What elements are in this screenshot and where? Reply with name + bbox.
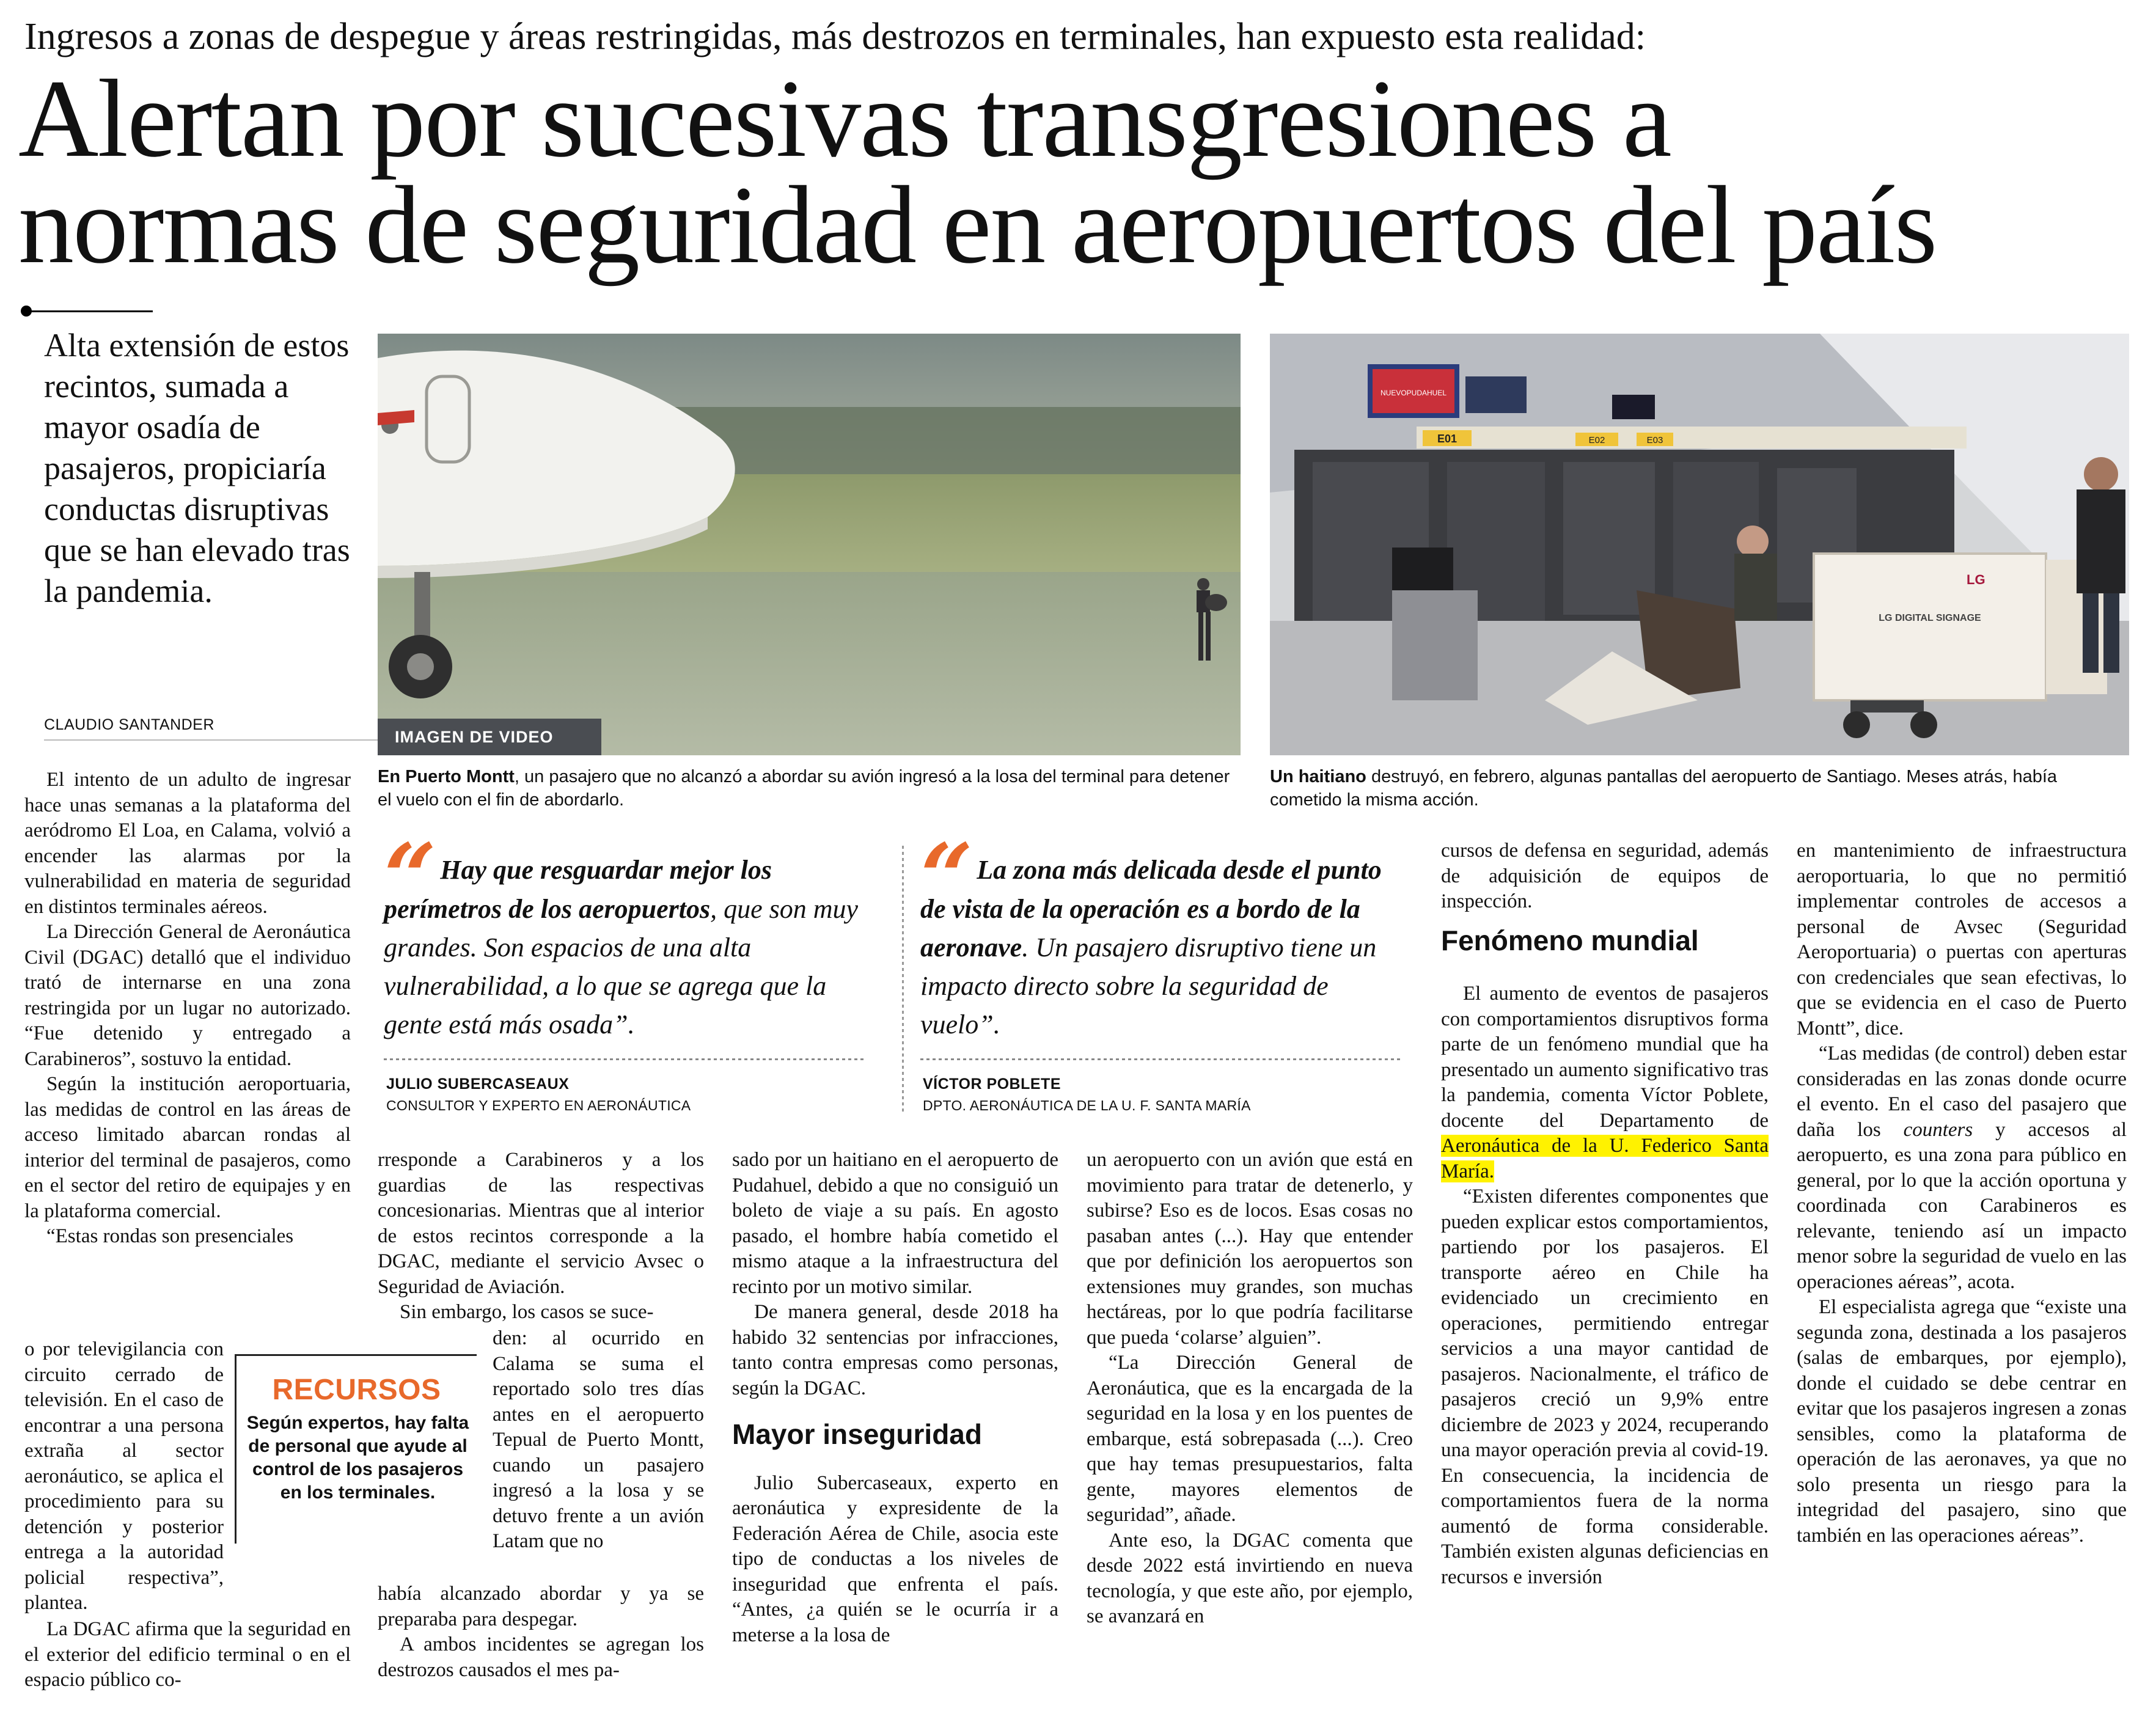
pull-quote-1-role: CONSULTOR Y EXPERTO EN AERONÁUTICA: [386, 1097, 691, 1113]
paragraph: Sin embargo, los casos se suce-: [400, 1301, 654, 1323]
paragraph: cursos de defensa en seguridad, además de adquisición de equipos de inspección.: [1441, 840, 1769, 912]
pull-quote-2-name: VÍCTOR POBLETE: [923, 1075, 1062, 1093]
paragraph: El intento de un adulto de ingresar hace unas semanas a la plataforma del aeródromo El Loa, en Calama, volvió a encender las alarmas por la vulnerabilidad en materia de seguridad en distintos terminales aéreos.: [24, 769, 351, 918]
terminal-screen-text: NUEVOPUDAHUEL: [1380, 389, 1447, 397]
paragraph: Julio Subercaseaux, experto en aeronáutica y expresidente de la Federación Aérea de Chile, asocia este tipo de conductas a los niveles de inseguridad que enfrenta el país. “Antes, ¿a quién se le ocurría ir a meterse a la losa de: [732, 1471, 1058, 1646]
photo1-caption: [378, 765, 1241, 812]
paragraph: o por televigilancia con circuito cerrado de televisión. En el caso de encontrar a una persona extraña al sector aeronáutico, se aplica el procedimiento para su detención y posterior entrega a la autoridad policial respectiva”, plantea.: [24, 1338, 224, 1614]
subhead-fenomeno-mundial: Fenómeno mundial: [1441, 924, 1699, 956]
body-column-1: [24, 768, 351, 1250]
paragraph: “Existen diferentes componentes que pueden explicar estos comportamientos, partiendo por los pasajeros. El transporte aéreo en Chile ha evidenciado un crecimiento en operaciones, permitiendo entregar servicios a una mayor cantidad de pasajeros. Nacionalmente, el tráfico de pasajeros creció un 9,9% entre diciembre de 2023 y 2024, recuperando una mayor operación previa al covid-19. En consecuencia, la incidencia de comportamientos fuera de la norma aumentó de forma considerable. También existen algunas deficiencias en recursos e inversión: [1441, 1185, 1769, 1588]
pull-quote-1-rule: [384, 1058, 867, 1060]
body-column-6: [1797, 838, 2127, 1548]
body-column-2-end: [378, 1581, 704, 1683]
recursos-body: Según expertos, hay falta de personal que ayude al control de los pasajeros en los terminales.: [246, 1413, 469, 1503]
pull-quote-2-text: . Un pasajero disruptivo tiene un impacto directo sobre la seguridad de vuelo”.: [920, 932, 1377, 1039]
body-column-1-end: [24, 1617, 351, 1693]
kicker: Ingresos a zonas de despegue y áreas restringidas, más destrozos en terminales, han expuesto esta realidad:: [24, 16, 1646, 57]
pull-quote-1: [384, 824, 873, 1044]
paragraph: [1441, 981, 1769, 1184]
counter-e01-label: E01: [1437, 433, 1458, 445]
image-tag: IMAGEN DE VIDEO: [378, 719, 601, 755]
paragraph: rresponde a Carabineros y a los guardias de las respectivas concesionarias. Mientras que al interior de estos recintos corresponde a la DGAC, mediante el servicio Avsec o Seguridad de Aviación.: [378, 1149, 704, 1298]
paragraph: De manera general, desde 2018 ha habido 32 sentencias por infracciones, tanto contra empresas como personas, según la DGAC.: [732, 1301, 1058, 1399]
photo1-caption-text: , un pasajero que no alcanzó a abordar su avión ingresó a la losa del terminal para detener el vuelo con el fin de abordarlo.: [378, 767, 1230, 810]
body-column-5: [1441, 838, 1769, 1590]
pull-quote-2-bold: La zona más delicada desde el punto de vista de la operación es a bordo de la aeronave: [920, 855, 1382, 962]
paragraph-text: y accesos al aeropuerto, es una zona para público en general, por lo que la acción oportuna y coordinada con Carabineros es relevante, teniendo así un impacto menor sobre la seguridad de vuelo en las operaciones aéreas”, acota.: [1797, 1118, 2127, 1293]
body-column-2-wrap: [493, 1326, 704, 1555]
photo-santiago-terminal: [1270, 334, 2129, 755]
paragraph: Ante eso, la DGAC comenta que desde 2022 está invirtiendo en nueva tecnología, y que este año, por ejemplo, se avanzará en: [1087, 1529, 1413, 1627]
recursos-title: RECURSOS: [272, 1374, 441, 1406]
pull-quote-2: [920, 824, 1409, 1044]
paragraph: en mantenimiento de infraestructura aeroportuaria, lo que no permitió implementar controles de accesos a personal de Avsec (Seguridad Aeroportuaria) o puertas con aperturas con credenciales que sean efectivas, lo que se evidencia en el caso de Puerto Montt”, dice.: [1797, 840, 2127, 1039]
photo-puerto-montt: [378, 334, 1241, 755]
headline: [18, 57, 2133, 287]
pull-quote-1-text: , que son muy grandes. Son espacios de una alta vulnerabilidad, a lo que se agrega que la gente está más osada”.: [384, 894, 859, 1039]
byline-rule: [44, 739, 386, 741]
counter-e02-label: E02: [1588, 435, 1605, 445]
counter-e03-label: E03: [1646, 435, 1663, 445]
paragraph: había alcanzado abordar y ya se preparaba para despegar.: [378, 1583, 704, 1630]
body-column-2: [378, 1148, 704, 1325]
terminal-photo-illustration: [1270, 334, 2129, 755]
body-column-3: [732, 1148, 1058, 1648]
pull-quote-2-role: DPTO. AERONÁUTICA DE LA U. F. SANTA MARÍA: [923, 1097, 1251, 1113]
paragraph: “La Dirección General de Aeronáutica, que es la encargada de la seguridad en la losa y en los puentes de embarque, está sobrepasada (...). Creo que hay temas presupuestarios, falta gente, mayores elementos de seguridad”, añade.: [1087, 1352, 1413, 1526]
lede: Alta extensión de estos recintos, sumada a mayor osadía de pasajeros, propiciaría conductas disruptivas que se han elevado tras la pandemia.: [44, 327, 350, 609]
paragraph: El especialista agrega que “existe una segunda zona, destinada a los pasajeros (salas de embarques, por ejemplo), donde el cuidado se debe centrar en evitar que los pasajeros ingresen a zonas sensibles, como la plataforma de operación de las aeronaves, ya que no solo presenta un riesgo para la integridad del pasajero, sino que también en las operaciones aéreas”.: [1797, 1296, 2127, 1547]
quote-mark-icon: “: [384, 824, 437, 931]
lede-divider: [24, 310, 153, 312]
highlighted-text: Aeronáutica de la U. Federico Santa María.: [1441, 1135, 1769, 1182]
paragraph: “Estas rondas son presenciales: [46, 1225, 294, 1247]
paragraph: den: al ocurrido en Calama se suma el reportado solo tres días antes en el aeropuerto Tepual de Puerto Montt, cuando un pasajero ingresó a la losa y se detuvo frente a un avión Latam que no: [493, 1327, 704, 1552]
photo1-caption-lead: En Puerto Montt: [378, 767, 515, 786]
headline-line-2: normas de seguridad en aeropuertos del país: [18, 164, 1937, 287]
body-column-4: [1087, 1148, 1413, 1630]
quote-mark-icon: “: [920, 824, 974, 931]
paragraph: un aeropuerto con un avión que está en movimiento para tratar de detenerlo, y subirse? Eso es de locos. Esas cosas no pasaban antes (...). Hay que entender que por definición los aeropuertos son extensiones muy grandes, son muchas hectáreas, por lo que podría facilitarse que pueda ‘colarse’ alguien”.: [1087, 1149, 1413, 1349]
photo2-caption-lead: Un haitiano: [1270, 767, 1366, 786]
paragraph: sado por un haitiano en el aeropuerto de Pudahuel, debido a que no consiguió un boleto de viaje a su país. En agosto pasado, el hombre había cometido el mismo ataque a la infraestructura del recinto por un motivo similar.: [732, 1149, 1058, 1298]
paragraph: La DGAC afirma que la seguridad en el exterior del edificio terminal o en el espacio público co-: [24, 1618, 351, 1691]
byline: CLAUDIO SANTANDER: [44, 716, 215, 733]
pull-quote-1-bold: Hay que resguardar mejor los perímetros de los aeropuertos: [384, 855, 772, 924]
paragraph: Según la institución aeroportuaria, las medidas de control en las áreas de acceso limitado abarcan rondas al interior del terminal de pasajeros, como en el sector del retiro de equipajes y en la plataforma comercial.: [24, 1073, 351, 1222]
paragraph: La Dirección General de Aeronáutica Civil (DGAC) detalló que el individuo trató de internarse en una zona restringida por un lugar no autorizado. “Fue detenido y entregado a Carabineros”, sostuvo la entidad.: [24, 921, 351, 1070]
subhead-mayor-inseguridad: Mayor inseguridad: [732, 1418, 982, 1450]
pull-quote-1-name: JULIO SUBERCASEAUX: [386, 1075, 570, 1093]
paragraph-text: El aumento de eventos de pasajeros con comportamientos disruptivos forma parte de un fenómeno mundial que ha presentado un aumento significativo tras la pandemia, comenta Víctor Poblete, docente del Departamento de: [1441, 983, 1769, 1132]
recursos-box: [235, 1354, 477, 1544]
quote-separator: [902, 846, 904, 1115]
photo2-caption-text: destruyó, en febrero, algunas pantallas del aeropuerto de Santiago. Meses atrás, había cometido la misma acción.: [1270, 767, 2058, 810]
paragraph: [1797, 1041, 2127, 1295]
paragraph-text: “Las medidas (de control) deben estar consideradas en las zonas donde ocurre el evento. En el caso del pasajero que daña los: [1797, 1042, 2127, 1141]
paragraph: A ambos incidentes se agregan los destrozos causados el mes pa-: [378, 1633, 704, 1681]
photo2-caption: [1270, 765, 2129, 812]
italic-word: counters: [1903, 1118, 1973, 1141]
body-column-1-wrap: [24, 1337, 224, 1616]
lg-logo-text: LG: [1967, 572, 1986, 587]
airplane-photo-illustration: [378, 334, 1241, 755]
pull-quote-2-rule: [920, 1058, 1403, 1060]
headline-line-1: Alertan por sucesivas transgresiones a: [18, 57, 1671, 180]
lg-box-text: LG DIGITAL SIGNAGE: [1879, 613, 1981, 623]
